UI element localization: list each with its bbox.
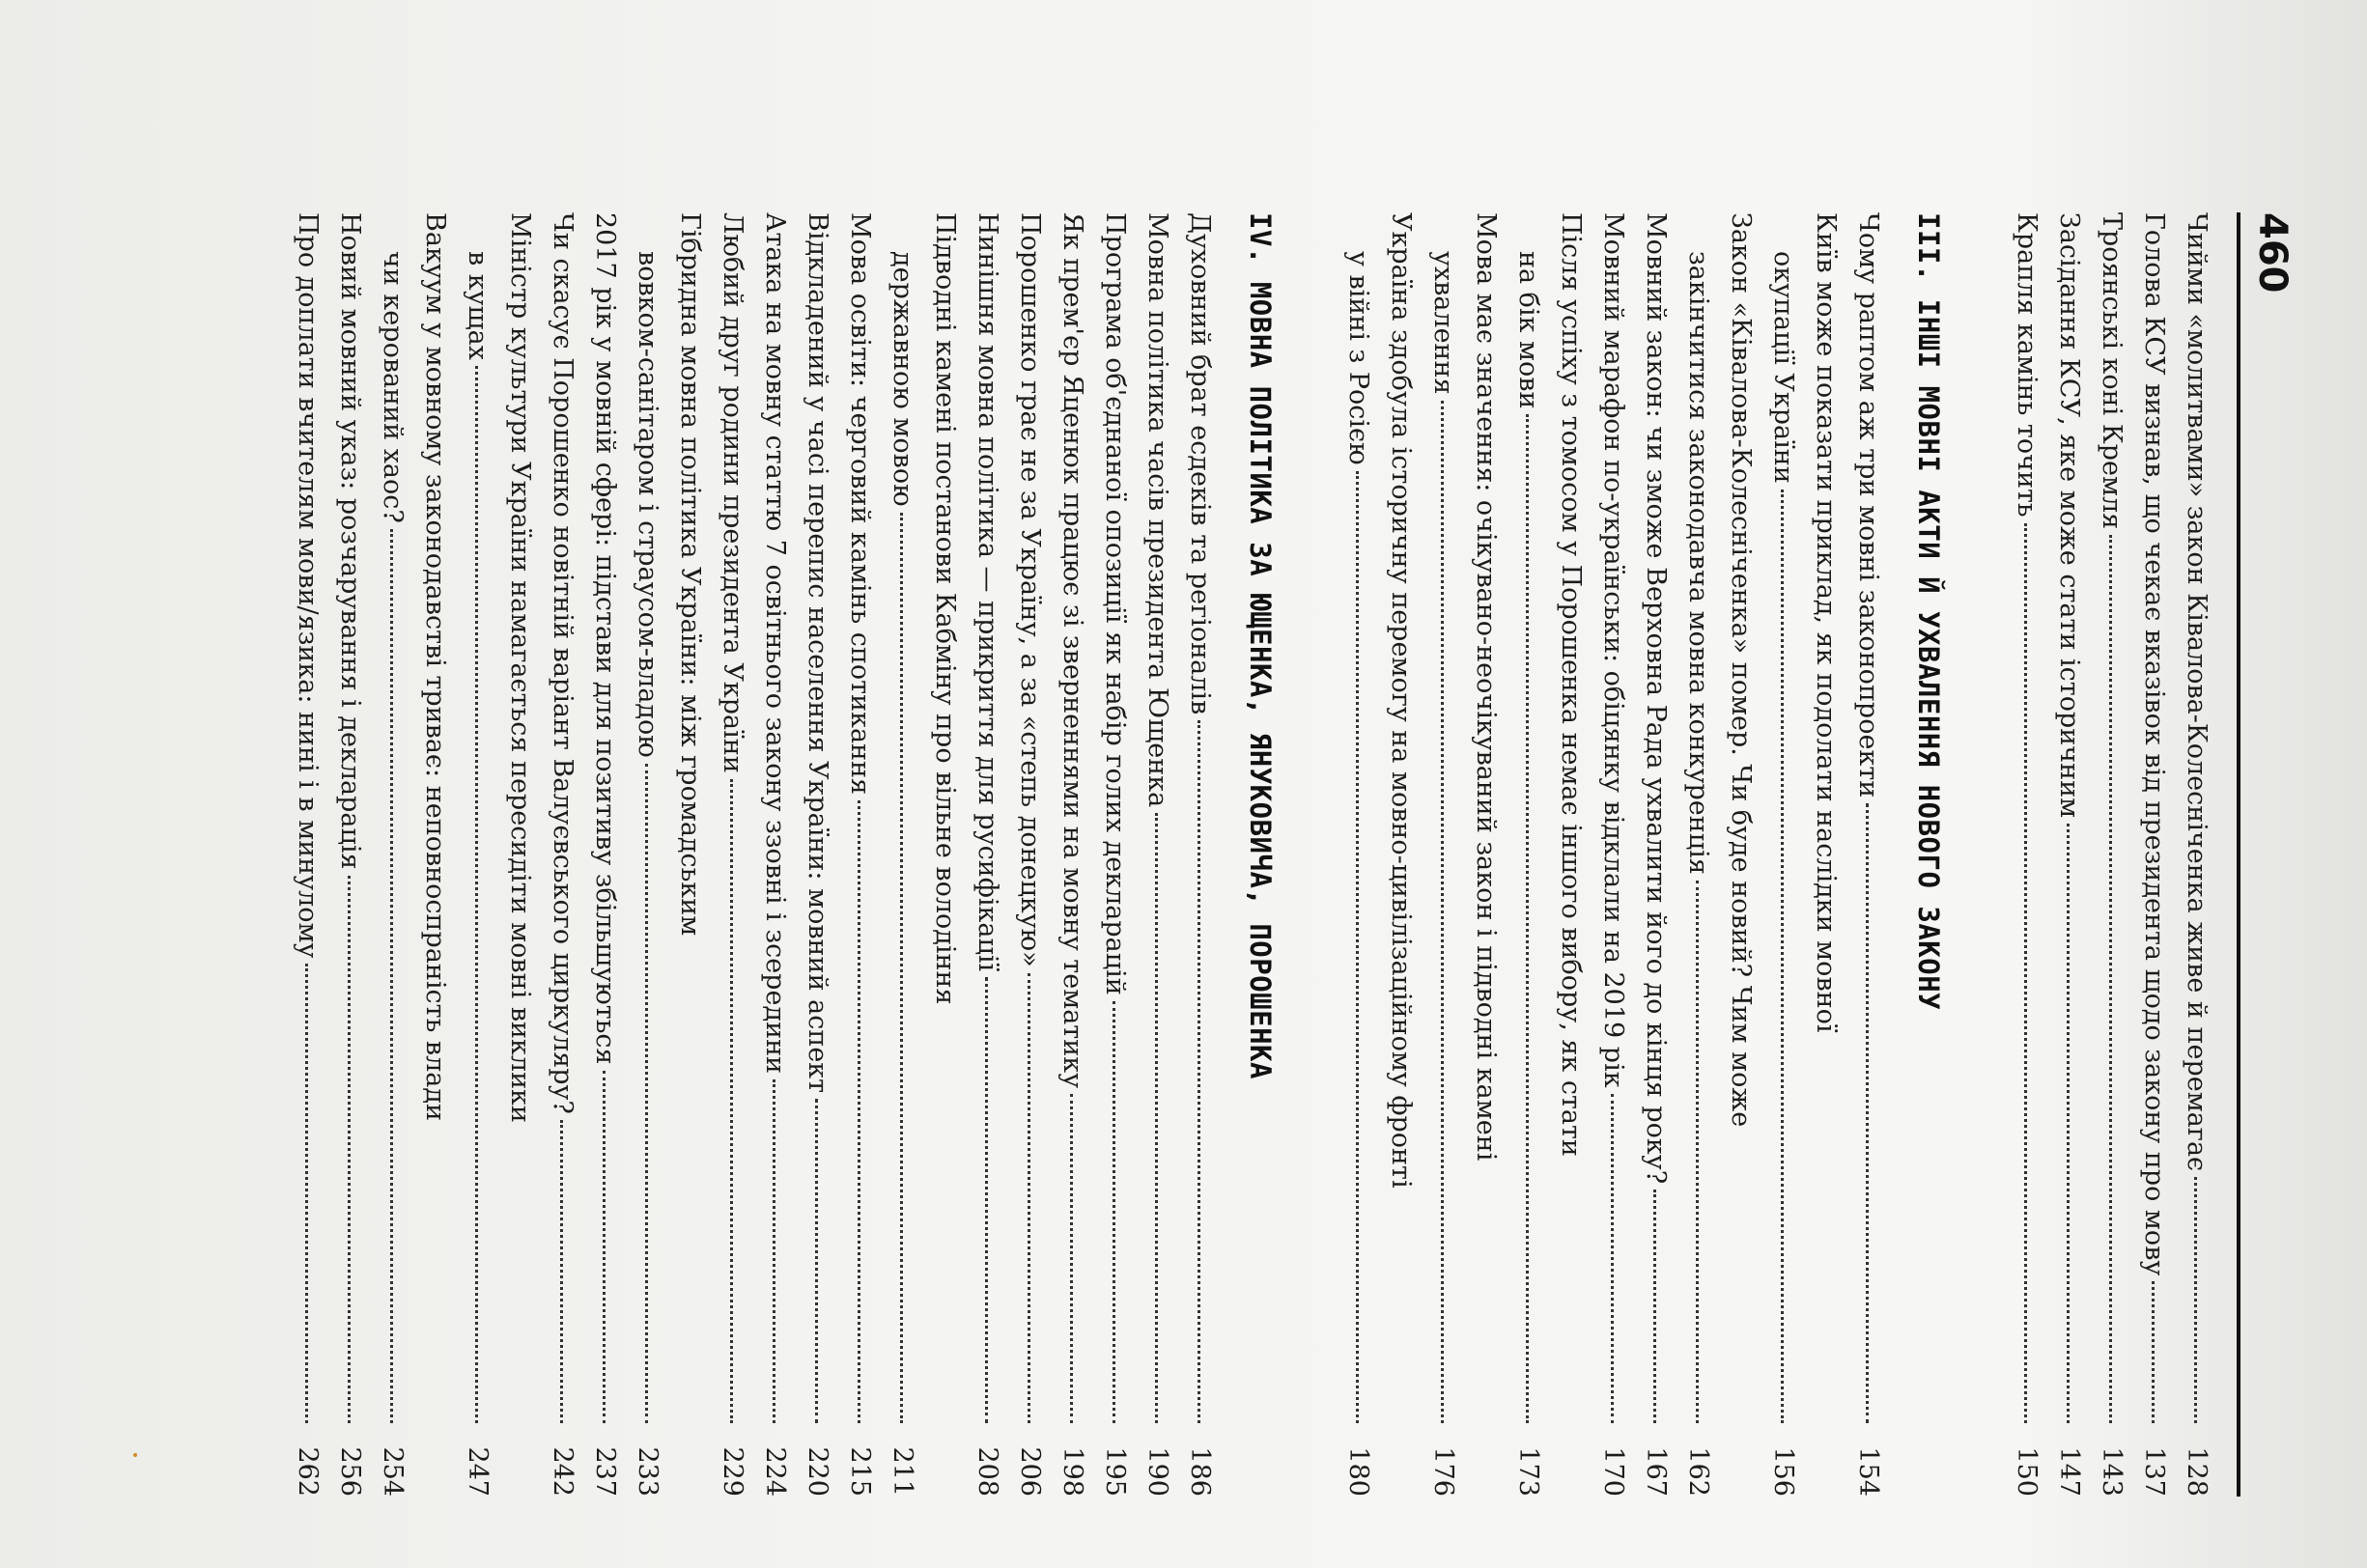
- toc-entry-title-line1: Закон «Ківалова-Колесніченка» помер. Чи буде новий? Чим може: [1726, 212, 1756, 1128]
- toc-entry-page: 173: [1513, 1446, 1543, 1497]
- toc-entry-title-line2: вовком-санітаром і страусом-владою: [633, 251, 662, 758]
- leader-dots: [1155, 813, 1158, 1423]
- toc-entry: [1634, 212, 1677, 1497]
- toc-entry: [1677, 212, 1761, 1497]
- toc-entry-page: 206: [1015, 1446, 1045, 1497]
- toc-entry: [541, 212, 583, 1497]
- toc-entry: [2175, 212, 2217, 1497]
- toc-entry: [966, 212, 1008, 1497]
- leader-dots: [2109, 535, 2112, 1423]
- leader-dots: [560, 1120, 563, 1423]
- leader-dots: [1866, 803, 1869, 1423]
- toc-entry-title-line1: Мова має значення: очікувано-неочікуваний закон і підводні камені: [1471, 212, 1501, 1162]
- toc-entry-title: Новий мовний указ: розчарування і декларація: [335, 212, 365, 870]
- toc-entry-page: 147: [2054, 1446, 2084, 1497]
- toc-entry-page: 170: [1598, 1446, 1628, 1497]
- toc-entry-title-line2: державною мовою: [888, 251, 917, 507]
- leader-dots: [2024, 523, 2027, 1423]
- toc-entry: [328, 212, 371, 1497]
- toc-entry-page: 211: [888, 1446, 917, 1497]
- toc-entry: [1093, 212, 1136, 1497]
- toc-entry-page: 215: [845, 1446, 875, 1497]
- leader-dots: [1441, 401, 1444, 1423]
- leader-dots: [1611, 1094, 1614, 1423]
- intro-entries: [2005, 212, 2217, 1497]
- toc-entry-title-line1: Міністр культури України намагається пересидіти мовні виклики: [505, 212, 535, 1123]
- toc-entry: [371, 212, 456, 1497]
- leader-dots: [645, 764, 648, 1423]
- toc-entry-page: 229: [718, 1446, 747, 1497]
- toc-entry-title-line2: закінчитися законодавча мовна конкуренція: [1683, 251, 1713, 875]
- toc-entry-page: 254: [378, 1446, 408, 1497]
- toc-entry-title: Духовний брат есдеків та регіоналів: [1185, 212, 1215, 715]
- leader-dots: [475, 366, 478, 1423]
- toc-entry-title-line1: Україна здобула історичну перемогу на мовно-цивілізаційному фронті: [1386, 212, 1416, 1189]
- toc-entry-page: 224: [760, 1446, 790, 1497]
- section-4-entries: [286, 212, 1221, 1497]
- leader-dots: [348, 876, 351, 1423]
- toc-entry: [796, 212, 838, 1497]
- toc-entry-page: 190: [1142, 1446, 1172, 1497]
- leader-dots: [1781, 490, 1784, 1423]
- toc-entry: [2005, 212, 2047, 1497]
- toc-entry-title: Мовна політика часів президента Ющенка: [1142, 212, 1172, 808]
- toc-entry: [1507, 212, 1592, 1497]
- leader-dots: [2152, 1281, 2155, 1423]
- toc-entry-title-line1: Гібридна мовна політика України: між громадським: [675, 212, 705, 937]
- toc-entry-title: Голова КСУ визнав, що чекає вказівок від президента щодо закону про мову: [2139, 212, 2169, 1276]
- toc-entry-page: 176: [1428, 1446, 1458, 1497]
- toc-entry-title-line1: Вакуум у мовному законодавстві триває: неповноспраність влади: [420, 212, 450, 1121]
- section-title-3: III. ІНШІ МОВНІ АКТИ Й УХВАЛЕННЯ НОВОГО ЗАКОНУ: [1912, 212, 1945, 1011]
- leader-dots: [900, 513, 903, 1423]
- toc-entry-page: 186: [1185, 1446, 1215, 1497]
- leader-dots: [390, 529, 393, 1423]
- toc-entry-title: Мовний марафон по-українськи: обіцянку відклали на 2019 рік: [1598, 212, 1628, 1088]
- toc-entry-title: Крапля камінь точить: [2012, 212, 2042, 518]
- toc-entry: [2047, 212, 2090, 1497]
- toc-entry-title: Програма об'єднаної опозиції як набір голих декларацій: [1100, 212, 1130, 995]
- toc-entry: [1136, 212, 1178, 1497]
- leader-dots: [1028, 973, 1030, 1423]
- section-3-entries: [1337, 212, 1889, 1497]
- toc-entry-page: 128: [2182, 1446, 2212, 1497]
- toc-entry-title: Засідання КСУ, яке може стати історичним: [2054, 212, 2084, 819]
- leader-dots: [1526, 414, 1529, 1423]
- toc-entry: [626, 212, 711, 1497]
- leader-dots: [1356, 471, 1359, 1423]
- toc-entry-title-line1: Київ може показати приклад, як подолати наслідки мовної: [1811, 212, 1841, 1033]
- toc-entry-title-line2: у війні з Росією: [1343, 251, 1373, 465]
- toc-entry-page: 247: [463, 1446, 493, 1497]
- leader-dots: [603, 1071, 606, 1423]
- toc-entry: [583, 212, 626, 1497]
- section-title-4: IV. МОВНА ПОЛІТИКА ЗА ЮЩЕНКА, ЯНУКОВИЧА, ПОРОШЕНКА: [1244, 212, 1277, 1079]
- toc-entry: [286, 212, 328, 1497]
- toc-entry-page: 167: [1641, 1446, 1671, 1497]
- toc-entry: [2090, 212, 2132, 1497]
- toc-entry: [1178, 212, 1221, 1497]
- book-page: [141, 183, 2324, 1535]
- toc-entry: [881, 212, 966, 1497]
- toc-entry: [1846, 212, 1889, 1497]
- toc-entry-page: 233: [633, 1446, 662, 1497]
- toc-entry-page: 180: [1343, 1446, 1373, 1497]
- toc-entry: [1422, 212, 1507, 1497]
- toc-entry-title: Чийми «молитвами» закон Ківалова-Колесніченка живе й перемагає: [2182, 212, 2212, 1172]
- toc-entry: [711, 212, 753, 1497]
- toc-entry-title: Нинішня мовна політика — прикриття для русифікації: [972, 212, 1002, 972]
- toc-entry-title-line2: чи керований хаос?: [378, 251, 408, 523]
- toc-entry-title: Любий друг родини президента України: [718, 212, 747, 773]
- toc-entry-page: 154: [1853, 1446, 1883, 1497]
- toc-entry: [1592, 212, 1634, 1497]
- leader-dots: [2067, 824, 2070, 1423]
- toc-entry: [1337, 212, 1422, 1497]
- toc-entry-page: 137: [2139, 1446, 2169, 1497]
- toc-entry-page: 220: [803, 1446, 832, 1497]
- leader-dots: [305, 964, 308, 1423]
- leader-dots: [1653, 1190, 1656, 1423]
- scan-speck: [133, 1453, 137, 1457]
- toc-entry-title: Чи скасує Порошенко новітній варіант Валуєвського циркуляру?: [548, 212, 578, 1114]
- toc-entry-page: 156: [1768, 1446, 1798, 1497]
- toc-entry: [753, 212, 796, 1497]
- toc-entry-page: 150: [2012, 1446, 2042, 1497]
- toc-entry-page: 195: [1100, 1446, 1130, 1497]
- toc-entry-title: Троянські коні Кремля: [2097, 212, 2127, 530]
- leader-dots: [985, 977, 988, 1423]
- leader-dots: [1070, 1094, 1073, 1423]
- toc-entry: [838, 212, 881, 1497]
- toc-entry: [2132, 212, 2175, 1497]
- toc-entry-title-line2: в кущах: [463, 251, 493, 360]
- leader-dots: [773, 1079, 775, 1423]
- toc-entry-page: 198: [1057, 1446, 1087, 1497]
- toc-entry-title: Відкладений у часі перепис населення України: мовний аспект: [803, 212, 832, 1094]
- toc-entry-title: Чому раптом аж три мовні законопроекти: [1853, 212, 1883, 798]
- leader-dots: [1696, 881, 1699, 1423]
- leader-dots: [730, 779, 733, 1423]
- toc-entry-title-line1: Після успіху з томосом у Порошенка немає іншого вибору, як стати: [1556, 212, 1586, 1157]
- toc-entry-title: Атака на мовну статтю 7 освітнього закону ззовні і зсередини: [760, 212, 790, 1075]
- leader-dots: [1113, 1001, 1115, 1423]
- toc-entry-title: 2017 рік у мовній сфері: підстави для позитиву збільшуються: [590, 212, 620, 1065]
- toc-entry-title: Мовний закон: чи зможе Верховна Рада ухвалити його до кінця року?: [1641, 212, 1671, 1185]
- toc-entry-page: 143: [2097, 1446, 2127, 1497]
- toc-entry-title: Як прем'єр Яценюк працює зі зверненнями на мовну тематику: [1057, 212, 1087, 1089]
- toc-entry-title-line1: Підводні камені постанови Кабміну про вільне володіння: [930, 212, 960, 1005]
- toc-entry-page: 262: [293, 1446, 323, 1497]
- leader-dots: [2194, 1177, 2197, 1423]
- toc-entry-title-line2: на бік мови: [1513, 251, 1543, 409]
- toc-entry-title-line2: окупації України: [1768, 251, 1798, 484]
- toc-entry: [1051, 212, 1093, 1497]
- page-number: 460: [2250, 212, 2295, 294]
- toc-entry: [1008, 212, 1051, 1497]
- page-header: [2237, 212, 2300, 1497]
- leader-dots: [815, 1099, 818, 1423]
- toc-entry-page: 242: [548, 1446, 578, 1497]
- leader-dots: [1198, 720, 1200, 1423]
- toc-entry: [456, 212, 541, 1497]
- toc-entry-page: 237: [590, 1446, 620, 1497]
- toc-entry: [1761, 212, 1846, 1497]
- toc-entry-title: Мова освіти: черговий камінь спотикання: [845, 212, 875, 796]
- toc-entry-page: 208: [972, 1446, 1002, 1497]
- toc-entry-title-line2: ухвалення: [1428, 251, 1458, 395]
- toc-entry-title: Порошенко грає не за Україну, а за «степь донецкую»: [1015, 212, 1045, 967]
- toc-entry-title: Про доплати вчителям мови/язика: нині і в минулому: [293, 212, 323, 959]
- toc-entry-page: 256: [335, 1446, 365, 1497]
- toc-entry-page: 162: [1683, 1446, 1713, 1497]
- leader-dots: [858, 800, 860, 1423]
